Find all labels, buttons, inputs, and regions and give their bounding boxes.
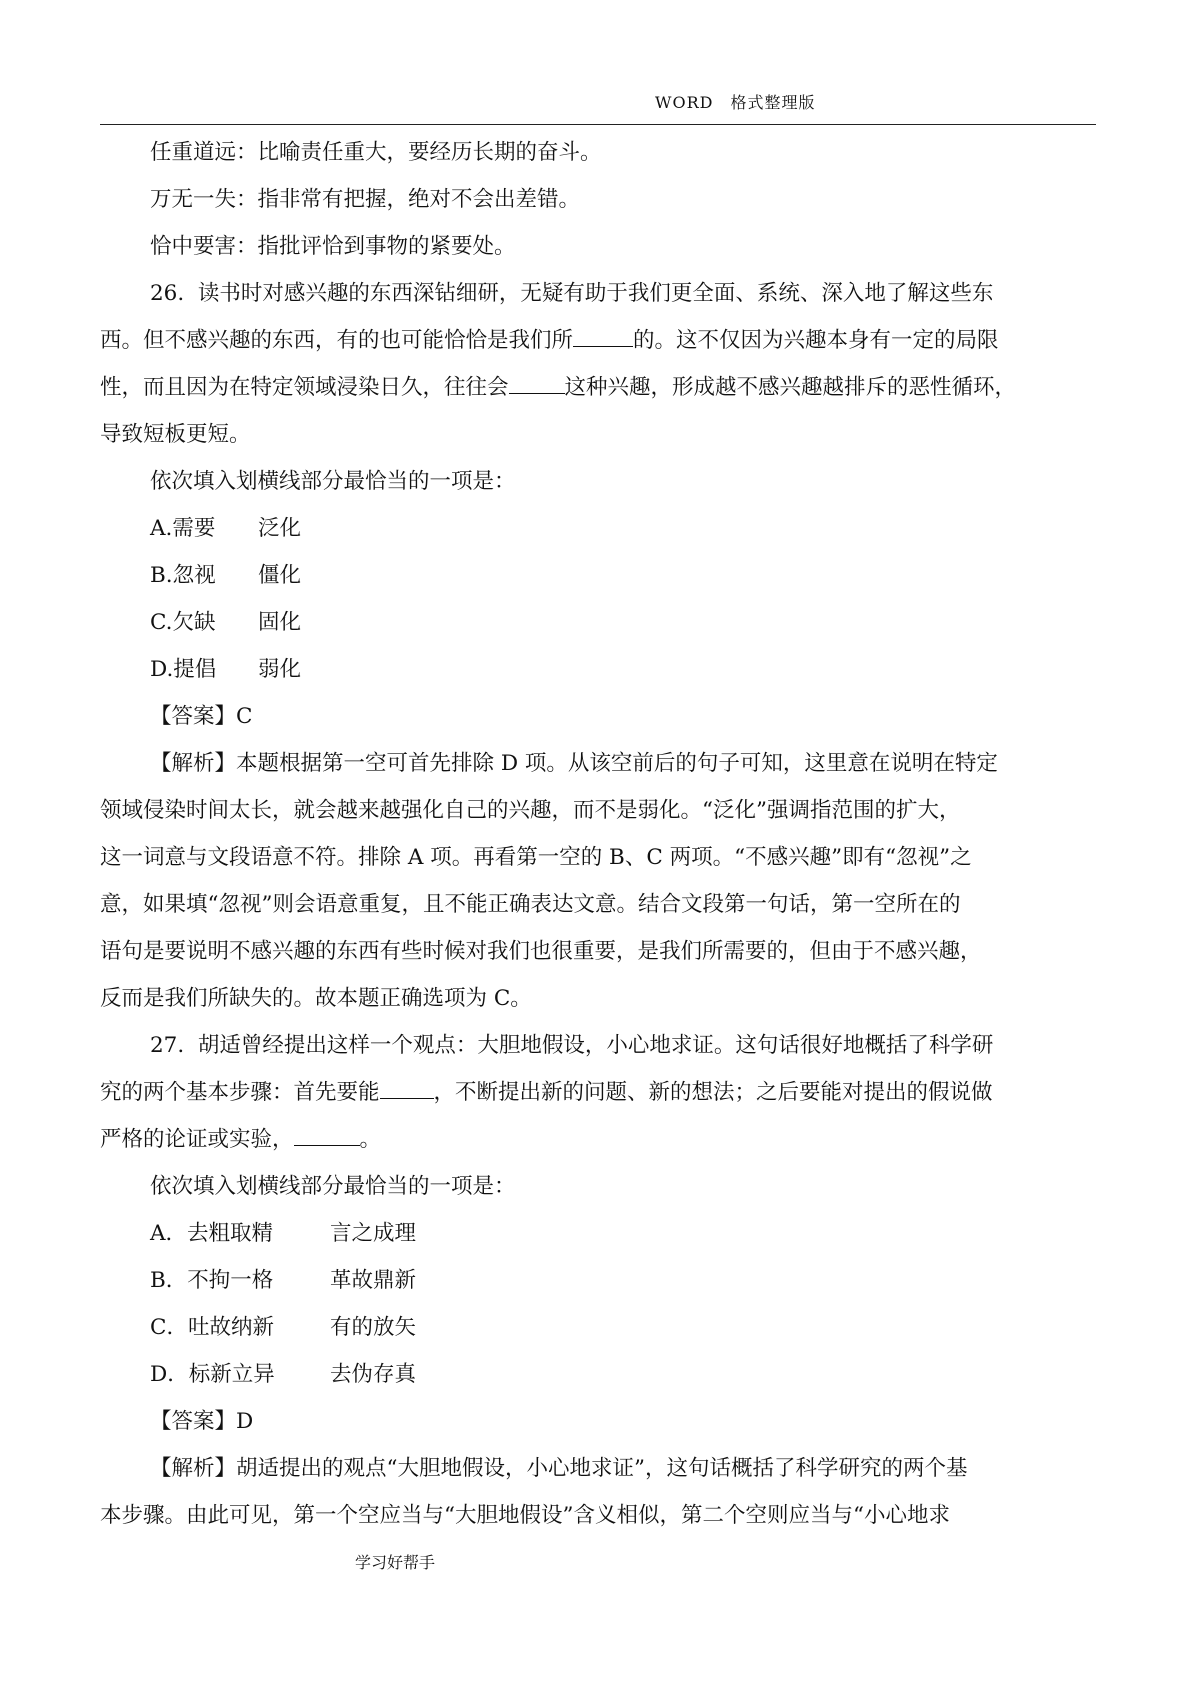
option-c [150,599,1096,646]
fill-blank [573,324,633,347]
page-footer: 学习好帮手 [355,1553,436,1572]
question-27-text: 严格的论证或实验， [100,1127,294,1152]
question-27-line [100,1069,1096,1116]
analysis-line: 语句是要说明不感兴趣的东西有些时候对我们也很重要，是我们所需要的，但由于不感兴趣， [100,939,982,964]
option-label: A.需要 [150,516,216,541]
option-label: D.提倡 [150,657,217,682]
analysis-line: 本步骤。由此可见，第一个空应当与“大胆地假设”含义相似，第二个空则应当与“小心地求 [100,1503,950,1528]
answer: 【答案】D [150,1409,254,1434]
page-header: WORD 格式整理版 [655,93,816,112]
option-word: 去伪存真 [330,1362,417,1387]
question-26-text: 性，而且因为在特定领域浸染日久，往往会 [100,375,509,400]
question-26-text: 这种兴趣，形成越不感兴趣越排斥的恶性循环， [564,375,1017,400]
question-27-text: ，不断提出新的问题、新的想法；之后要能对提出的假说做 [433,1080,993,1105]
question-26-text: 西。但不感兴趣的东西，有的也可能恰恰是我们所 [100,328,574,353]
question-26-text: 的。这不仅因为兴趣本身有一定的局限 [633,328,999,353]
analysis-line: 反而是我们所缺失的。故本题正确选项为 C。 [100,986,532,1011]
option-c [150,1304,1096,1351]
option-b [150,552,1096,599]
question-prompt: 依次填入划横线部分最恰当的一项是： [150,1174,516,1199]
question-27 [100,1022,1096,1539]
question-27-line [100,1116,1096,1163]
header-divider [100,124,1096,125]
question-26-line [100,364,1096,411]
analysis-line: 意，如果填“忽视”则会语意重复，且不能正确表达文意。结合文段第一句话，第一空所在的 [100,892,961,917]
option-label: D．标新立异 [150,1362,275,1387]
question-27-line: 27. 胡适曾经提出这样一个观点：大胆地假设，小心地求证。这句话很好地概括了科学研 [150,1033,994,1058]
option-label: B．不拘一格 [150,1268,274,1293]
option-label: C．吐故纳新 [150,1315,274,1340]
option-word: 言之成理 [330,1221,417,1246]
question-26-line: 26. 读书时对感兴趣的东西深钻细研，无疑有助于我们更全面、系统、深入地了解这些东 [150,281,994,306]
option-d [150,646,1096,693]
question-27-text: 。 [359,1127,382,1152]
option-label: B.忽视 [150,563,216,588]
definition-line: 任重道远：比喻责任重大，要经历长期的奋斗。 [150,140,602,165]
question-prompt: 依次填入划横线部分最恰当的一项是： [150,469,516,494]
question-27-text: 究的两个基本步骤：首先要能 [100,1080,380,1105]
fill-blank [380,1076,434,1099]
fill-blank [294,1123,360,1146]
question-26 [100,270,1096,1022]
option-label: A．去粗取精 [150,1221,274,1246]
option-word: 泛化 [258,516,302,541]
option-a [150,1210,1096,1257]
question-26-line [100,317,1096,364]
analysis-line: 这一词意与文段语意不符。排除 A 项。再看第一空的 B、C 两项。“不感兴趣”即有“忽视”之 [100,845,972,870]
option-word: 僵化 [258,563,302,588]
analysis-line: 【解析】本题根据第一空可首先排除 D 项。从该空前后的句子可知，这里意在说明在特定 [150,751,998,776]
answer: 【答案】C [150,704,253,729]
option-a [150,505,1096,552]
option-word: 弱化 [258,657,302,682]
option-word: 有的放矢 [330,1315,417,1340]
option-label: C.欠缺 [150,610,216,635]
analysis-line: 领域侵染时间太长，就会越来越强化自己的兴趣，而不是弱化。“泛化”强调指范围的扩大， [100,798,961,823]
question-26-line: 导致短板更短。 [100,422,251,447]
analysis-line: 【解析】胡适提出的观点“大胆地假设，小心地求证”，这句话概括了科学研究的两个基 [150,1456,968,1481]
definition-line: 万无一失：指非常有把握，绝对不会出差错。 [150,187,581,212]
document-body [100,129,1096,1539]
option-word: 固化 [258,610,302,635]
fill-blank [509,371,565,394]
definition-line: 恰中要害：指批评恰到事物的紧要处。 [150,234,516,259]
option-word: 革故鼎新 [330,1268,417,1293]
option-b [150,1257,1096,1304]
option-d [150,1351,1096,1398]
